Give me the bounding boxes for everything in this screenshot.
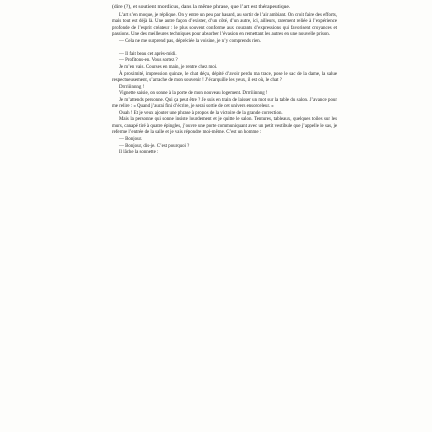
dialogue-line: — Bonjour. (119, 136, 143, 142)
dialogue-line: — Cela ne me surprend pas, dépréciée la voisine, je n’y comprends rien. (119, 38, 261, 44)
paragraph: Vignette saisie, on sonne à la porte de mon nouveau logement. Drrriiinnng ! (119, 91, 268, 97)
paragraph: Je m’attends personne. Qui ça peut être ? Je suis en train de laisser un mot sur la table du salon. J’avance pour me relire : « Quand j’aurai fini d’écrire, je serai sortie de cet univers ensorceleur. » (112, 97, 337, 110)
dialogue-line: — Il fait beau cet après-midi. (119, 51, 177, 57)
paragraph: Ouah ! Et je veux ajouter une phrase à propos de la victoire de la grande correction. (119, 110, 283, 116)
paragraph: Il lâche la sonnette : (119, 150, 159, 156)
dialogue-line: — Bonjour, dis-je. C’est pourquoi ? (119, 143, 190, 149)
paragraph: Je m’en vais. Courses en main, je rentre chez moi. (119, 64, 218, 70)
paragraph: L’art s’en moque, je réplique. On y entre un peu par hasard, au sortir de l’air ambiant. On croit faire des efforts, mais tout est déjà là. Une autre façon d’exister, d’un côté, d’un autre, ici, ailleurs, rarement reliée à l’expérience profonde de l’esprit créateur : le plus souvent conforme aux courants d’expressions qui favorisent croyances et passions. Une des meilleures techniques pour absorber l’évasion en remettant les autres en une nouvelle prison. (112, 12, 337, 38)
paragraph: Mais la personne qui sonne insiste lourdement et je quitte le salon. Tentures, tableaux, quelques toiles sur les murs, canapé tiré à quatre épingles, j’ouvre une porte communiquant avec un petit vestibule que j’appelle le sas, je referme l’entrée de la salle et je vais répondre moi-même. C’est un homme : (112, 117, 337, 136)
paragraph: À proximité, impression quinze, le chat déçu, dépité d’avoir perdu ma trace, pose le sac de la dame, la salue respectueusement, s’arrache de mon souvenir ! J’écarquille les yeux, il est où, le chat ? (112, 71, 337, 84)
dialogue-line: — Profitons-en. Vous sortez ? (119, 58, 178, 64)
page-text (112, 4, 337, 157)
sound-line: Drrriiinnng ! (119, 84, 145, 90)
paragraph: (dire (?), et soutient mordicus, dans la même phrase, que l’art est thérapeutique. (112, 4, 291, 10)
